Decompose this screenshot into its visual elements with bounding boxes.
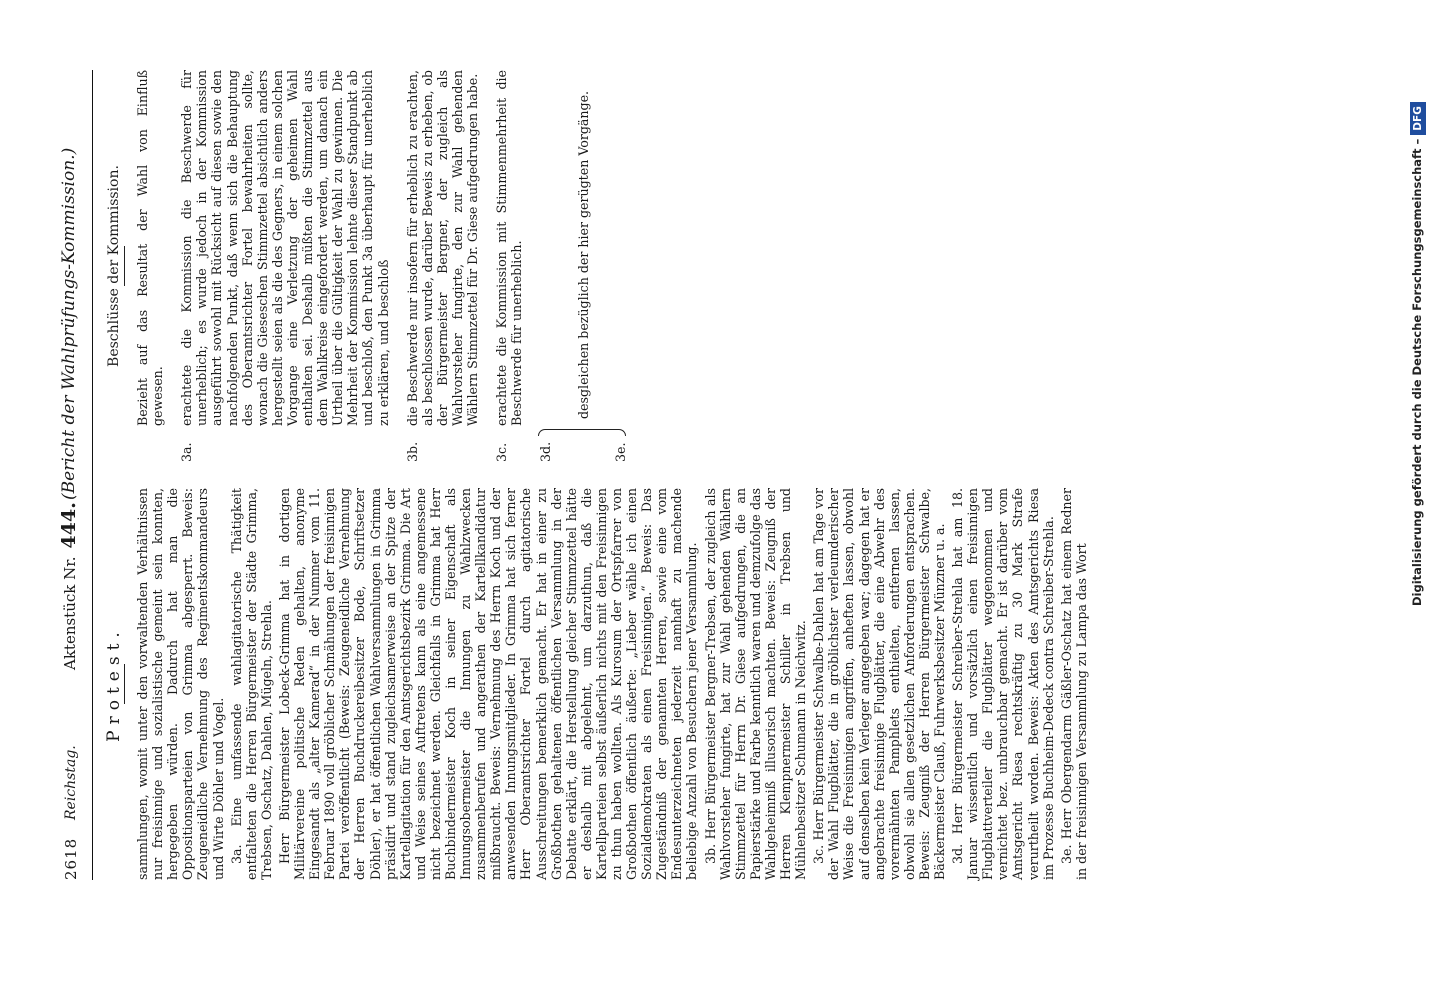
protest-paragraph: 3c. Herr Bürgermeister Schwalbe-Dahlen hat am Tage vor der Wahl Flugblätter, die in gröblichster verleumderischer Weise die Freisinnigen angriffen, anheften lassen, obwohl auf denselben kein Verleger angegeben war; dagegen hat er angebrachte freisinnige Flugblätter, die eine Abwehr des vorermähnten Pamphlets enthielten, entfernen lassen, obwohl sie allen gesetzlichen Anforderungen entsprachen. Beweis: Zeugniß der Herren Bürgermeister Schwalbe, Bäckermeister Clauß, Fuhrwerksbesitzer Münzner u. a.: [811, 488, 947, 880]
aktenstueck-number: 444.: [58, 502, 80, 549]
page-header: [58, 70, 93, 880]
decision-text: erachtete die Kommission die Beschwerde für unerheblich; es wurde jedoch in der Kommission ausgeführt sowohl mit Rücksicht auf diesen sowie den nachfolgenden Punkt, daß wenn sich die Behauptung des Oberamtsrichter Fortel bewahrheiten sollte, wonach die Gieseschen Stimmzettel absichtlich anders hergestellt seien als die des Gegners, in einem solchen Vorgange eine Verletzung der geheimen Wahl enthalten sei. Deshalb müßten die Stimmzettel aus dem Wahlkreise eingefordert werden, um danach ein Urtheil über die Gültigkeit der Wahl zu gewinnen. Die Mehrheit der Kommission lehnte dieser Standpunkt ab und beschloß, den Punkt 3a überhaupt für unerheblich zu erklären, und beschloß: [179, 70, 391, 426]
protest-paragraph: sammlungen, womit unter den vorwaltenden Verhältnissen nur freisinnige und sozialistische gemeint sein konnten, hergegeben würden. Dadurch hat man die Oppositionsparteien von Grimma abgesperrt. Beweis: Zeugeneidliche Vernehmung des Regimentskommandeurs und Wirte Döhler und Vogel.: [135, 488, 226, 880]
funding-stamp: [1402, 0, 1432, 1000]
decision-item: [405, 70, 480, 462]
decisions-column: [101, 70, 1092, 462]
divider: [124, 246, 125, 286]
protest-column: [101, 488, 1092, 880]
report-subtitle: (Bericht der Wahlprüfungs-Kommission.): [59, 147, 79, 500]
curly-brace-icon: [538, 429, 626, 436]
decision-number: [135, 436, 165, 462]
decision-number: 3e.: [613, 442, 629, 462]
divider: [124, 664, 125, 704]
page-number: 2618: [62, 837, 80, 880]
publication-name: Reichstag.: [63, 745, 79, 820]
protest-paragraph: 3d. Herr Bürgermeister Schreiber-Strehla hat am 18. Januar wissentlich und vorsätzlich einen freisinnigen Flugblattverteiler die Flugblätter weggenommen und vernichtet bez. unbrauchbar gemacht. Er ist darüber vom Amtsgericht Riesa rechtskräftig zu 30 Mark Strafe verurtheilt worden. Beweis: Akten des Amtsgerichts Riesa im Prozesse Buchheim-Dedeck contra Schreiber-Strehla.: [950, 488, 1056, 880]
decision-item: [494, 70, 524, 462]
decision-text: Bezieht auf das Resultat der Wahl von Einfluß gewesen.: [135, 70, 166, 426]
decision-text: erachtete die Kommission mit Stimmenmehrheit die Beschwerde für unerheblich.: [494, 70, 525, 426]
decision-item: [135, 70, 165, 462]
funding-text: Digitalisierung gefördert durch die Deutsche Forschungsgemeinschaft –: [1410, 138, 1424, 606]
protest-paragraph: Herr Bürgermeister Lobeck-Grimma hat in dortigen Militärvereine politische Reden gehalten, anonyme Eingesandt als „alter Kamerad“ in der Nummer vom 11. Februar 1890 voll gröblicher Schmähungen der freisinnigen Partei veröffentlicht (Beweis: Zeugeneidliche Vernehmung der Herren Buchdruckereibesitzer Bode, Schriftsetzer Döhler), er hat öffentlichen Wahlversammlungen in Grimma präsidirt und stand zugleichsamerweise an der Spitze der Kartellagitation für den Amtsgerichtsbezirk Grimma. Die Art und Weise seines Auftretens kann als eine angemessene nicht bezeichnet werden. Gleichfalls in Grimma hat Herr Buchbindermeister Koch in seiner Eigenschaft als Innungsobermeister die Innungen zu Wahlzwecken zusammenberufen und angerathen der Kartellkandidatur mißbraucht. Beweis: Vernehmung des Herrn Koch und der anwesenden Innungsmitglieder. In Grimma hat sich ferner Herr Oberamtsrichter Fortel durch agitatorische Ausschreitungen bemerklich gemacht. Er hat in einer zu Großbothen gehaltenen öffentlichen Versammlung in der Debatte erklärt, die Herstellung gleicher Stimmzettel hätte er deshalb mit abgelehnt, um darzuthun, daß die Kartellparteien selbst äußerlich nichts mit den Freisinnigen zu thun haben wollten. Als Kurosum der Ortspfarrer von Großbothen öffentlich äußerte: „Lieber wähle ich einen Sozialdemokraten als einen Freisinnigen.“ Beweis: Das Zugeständniß der genannten Herren, sowie eine vom Endesunterzeichneten jederzeit namhaft zu machende beliebige Anzahl von Besuchern jener Versammlung.: [276, 488, 700, 880]
decision-number: 3b.: [404, 441, 420, 462]
protest-paragraph: 3a. Eine umfassende wahlagitatorische Thätigkeit entfalteten die Herren Bürgermeister der Städte Grimma, Trebsen, Oschatz, Dahlen, Mügeln, Strehla.: [228, 488, 274, 880]
decision-text: die Beschwerde nur insofern für erheblich zu erachten, als beschlossen wurde, darüber Beweis zu erheben, ob der Bürgermeister Bergner, der zugleich als Wahlvorsteher fungirte, den zur Wahl gehenden Wählern Stimmzettel für Dr. Giese aufgedrungen habe.: [404, 70, 480, 426]
protest-paragraph: 3b. Herr Bürgermeister Bergner-Trebsen, der zugleich als Wahlvorsteher fungirte, hat zur Wahl gehenden Wählern Stimmzettel für Herrn Dr. Giese aufgedrungen, die an Papierstärke und Farbe kenntlich waren und demzufolge das Wahlgeheimniß illusorisch machten. Beweis: Zeugniß der Herren Klempnermeister Schiller in Trebsen und Mühlenbesitzer Schumann in Neichwitz.: [702, 488, 809, 880]
decisions-heading: Beschlüsse der Kommission.: [106, 165, 122, 367]
decision-number: 3d.: [538, 441, 554, 462]
dfg-logo: DFG: [1410, 102, 1426, 135]
decision-number: 3a.: [179, 442, 195, 462]
protest-heading: Protest.: [104, 626, 124, 742]
aktenstueck-label: Aktenstück Nr.444.: [58, 502, 80, 670]
decision-text: desgleichen bezüglich der hier gerügten Vorgänge.: [575, 90, 591, 419]
decision-item: [179, 70, 390, 462]
protest-paragraph: 3e. Herr Obergendarm Gäßler-Oschatz hat einem Redner in der freisinnigen Versammlung zu Lampa das Wort: [1058, 488, 1089, 880]
brace-group: [538, 70, 628, 462]
decision-number: 3c.: [494, 442, 510, 462]
